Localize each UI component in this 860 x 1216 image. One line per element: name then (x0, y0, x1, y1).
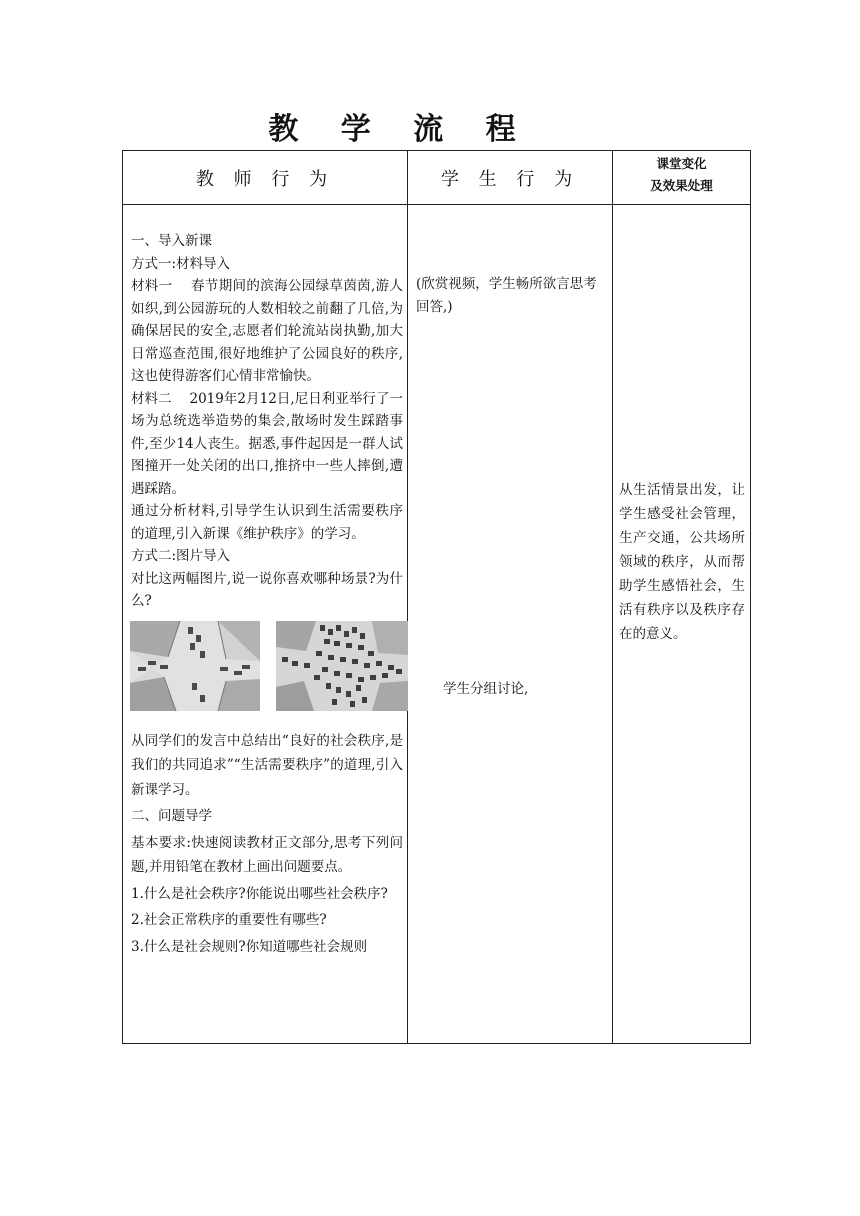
teacher-paragraph: 对比这两幅图片,说一说你喜欢哪种场景?为什么? (131, 570, 403, 609)
column-divider-2 (612, 150, 613, 1044)
orderly-traffic-image (130, 621, 260, 711)
effect-text: 从生活情景出发，让学生感受社会管理，生产交通，公共场所领域的秩序，从而帮助学生感悟社会，生活有秩序以及秩序存在的意义。 (619, 482, 745, 642)
traffic-images (131, 621, 403, 719)
teacher-paragraph: 2.社会正常秩序的重要性有哪些? (131, 912, 327, 928)
teacher-paragraph: 从同学们的发言中总结出“良好的社会秩序,是我们的共同追求”“生活需要秩序”的道理,引入新课学习。 (131, 732, 403, 798)
teacher-paragraph: 一、导入新课 (131, 233, 212, 249)
teacher-paragraph: 材料二 2019年2月12日,尼日利亚举行了一场为总统选举造势的集会,散场时发生踩踏事件,至少14人丧生。据悉,事件起因是一群人试图撞开一处关闭的出口,推挤中一些人摔倒,遭遇踩踏。 (131, 390, 403, 497)
header-effect-line1: 课堂变化 (656, 156, 707, 171)
teacher-paragraph: 基本要求:快速阅读教材正文部分,思考下列问题,并用铅笔在教材上画出问题要点。 (131, 834, 403, 875)
teacher-paragraph: 材料一 春节期间的滨海公园绿草茵茵,游人如织,到公园游玩的人数相较之前翻了几倍,为确保居民的安全,志愿者们轮流站岗执勤,加大日常巡查范围,很好地维护了公园良好的秩序,这也使得游客们心情非常愉快。 (131, 278, 403, 384)
table-border-bottom (122, 1043, 751, 1044)
teacher-paragraph: 方式二:图片导入 (131, 548, 231, 564)
table-border-right (750, 150, 751, 1044)
student-text-1: (欣赏视频，学生畅所欲言思考回答,) (416, 276, 597, 315)
teacher-paragraph: 3.什么是社会规则?你知道哪些社会规则 (131, 938, 368, 955)
teacher-paragraph: 通过分析材料,引导学生认识到生活需要秩序的道理,引入新课《维护秩序》的学习。 (131, 503, 403, 542)
header-student: 学 生 行 为 (440, 168, 580, 190)
column-divider-1 (407, 150, 408, 1044)
header-teacher: 教 师 行 为 (195, 168, 335, 190)
student-text-2: 学生分组讨论, (443, 681, 529, 697)
page-title: 教 学 流 程 (268, 112, 532, 147)
teacher-cell (131, 230, 403, 959)
table-border-left (122, 150, 123, 1044)
header-divider (122, 204, 751, 205)
congested-traffic-image (276, 621, 408, 711)
teacher-paragraph: 1.什么是社会秩序?你能说出哪些社会秩序? (131, 885, 388, 902)
teacher-paragraph: 二、问题导学 (131, 808, 212, 824)
header-effect-line2: 及效果处理 (650, 178, 713, 193)
teacher-paragraph: 方式一:材料导入 (131, 255, 231, 272)
header-effect (613, 150, 750, 200)
